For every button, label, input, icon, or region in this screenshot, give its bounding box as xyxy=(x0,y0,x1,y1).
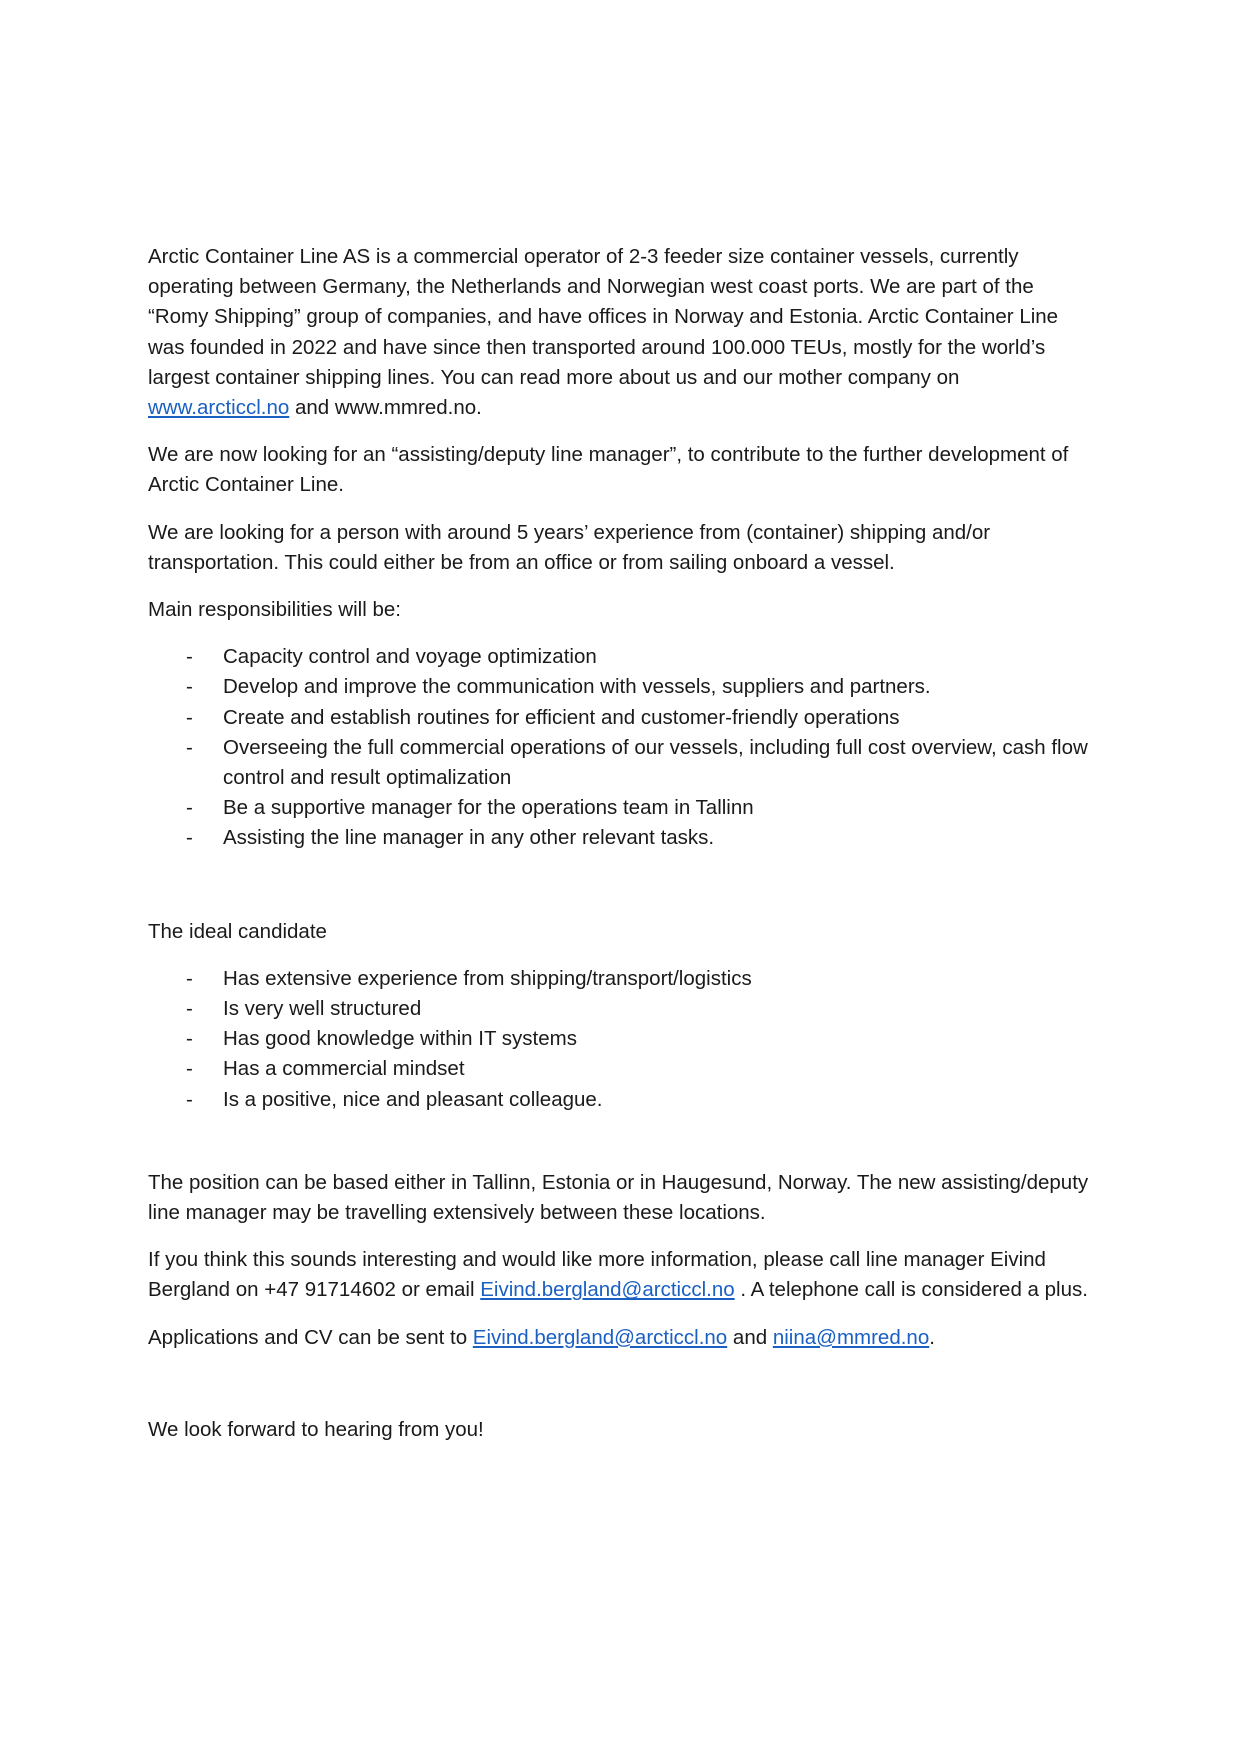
list-item xyxy=(148,672,1098,702)
applications-period: . xyxy=(929,1325,935,1349)
dash-bullet: - xyxy=(186,1087,193,1111)
dash-bullet: - xyxy=(186,675,193,699)
looking-for-paragraph: We are now looking for an “assisting/deputy line manager”, to contribute to the further development of Arctic Container Line. xyxy=(148,443,1069,497)
list-item-text: Assisting the line manager in any other relevant tasks. xyxy=(223,826,715,850)
list-item xyxy=(148,642,1098,672)
experience-paragraph: We are looking for a person with around 5 years’ experience from (container) shipping and/or transportation. This could either be from an office or from sailing onboard a vessel. xyxy=(148,520,991,574)
list-item xyxy=(148,703,1098,733)
applications-paragraph xyxy=(148,1323,1098,1353)
blank-line xyxy=(148,1132,1098,1168)
list-item xyxy=(148,994,1098,1024)
list-item-text: Has good knowledge within IT systems xyxy=(223,1027,577,1051)
list-item xyxy=(148,1024,1098,1054)
list-item-text: Has extensive experience from shipping/transport/logistics xyxy=(223,966,752,990)
intro-tail: and www.mmred.no. xyxy=(289,396,482,420)
candidate-list xyxy=(148,964,1098,1115)
list-item-text: Is very well structured xyxy=(223,997,422,1021)
website-link-arcticcl[interactable]: www.arcticcl.no xyxy=(148,396,290,420)
dash-bullet: - xyxy=(186,966,193,990)
email-link-eivind[interactable]: Eivind.bergland@arcticcl.no xyxy=(472,1325,728,1349)
contact-tail: . A telephone call is considered a plus. xyxy=(734,1278,1088,1302)
dash-bullet: - xyxy=(186,826,193,850)
email-link-niina[interactable]: niina@mmred.no xyxy=(772,1325,930,1349)
dash-bullet: - xyxy=(186,1027,193,1051)
closing-line: We look forward to hearing from you! xyxy=(148,1417,484,1441)
dash-bullet: - xyxy=(186,997,193,1021)
list-item-text: Is a positive, nice and pleasant colleague. xyxy=(223,1087,603,1111)
list-item-text: Has a commercial mindset xyxy=(223,1057,465,1081)
list-item xyxy=(148,823,1098,853)
intro-text: Arctic Container Line AS is a commercial operator of 2-3 feeder size container vessels, currently operating between Germany, the Netherlands and Norwegian west coast ports. We are part of the “Romy Shipping” group of companies, and have offices in Norway and Estonia. Arctic Container Line was founded in 2022 and have since then transported around 100.000 TEUs, mostly for the world’s largest container shipping lines. You can read more about us and our mother company on xyxy=(148,245,1059,389)
document-page xyxy=(148,242,1098,1462)
candidate-heading: The ideal candidate xyxy=(148,919,327,943)
list-item xyxy=(148,964,1098,994)
list-item xyxy=(148,1054,1098,1084)
applications-conjunction: and xyxy=(727,1325,773,1349)
blank-line xyxy=(148,1370,1098,1415)
email-link-eivind[interactable]: Eivind.bergland@arcticcl.no xyxy=(480,1278,735,1302)
responsibilities-heading: Main responsibilities will be: xyxy=(148,598,401,622)
dash-bullet: - xyxy=(186,645,193,669)
blank-line xyxy=(148,871,1098,917)
list-item-text: Capacity control and voyage optimization xyxy=(223,645,597,669)
list-item xyxy=(148,1085,1098,1115)
list-item xyxy=(148,793,1098,823)
dash-bullet: - xyxy=(186,1057,193,1081)
location-paragraph: The position can be based either in Tallinn, Estonia or in Haugesund, Norway. The new assisting/deputy line manager may be travelling extensively between these locations. xyxy=(148,1170,1089,1225)
dash-bullet: - xyxy=(186,735,193,759)
applications-text: Applications and CV can be sent to xyxy=(148,1325,473,1349)
list-item xyxy=(148,733,1098,793)
list-item-text: Create and establish routines for efficient and customer-friendly operations xyxy=(223,705,900,729)
contact-text: If you think this sounds interesting and would like more information, please call line manager Eivind Bergland on +47 91714602 or email xyxy=(148,1248,1046,1302)
intro-paragraph xyxy=(148,242,1098,423)
dash-bullet: - xyxy=(186,796,193,820)
dash-bullet: - xyxy=(186,705,193,729)
list-item-text: Be a supportive manager for the operations team in Tallinn xyxy=(223,796,754,820)
list-item-text: Develop and improve the communication with vessels, suppliers and partners. xyxy=(223,675,931,699)
responsibilities-list xyxy=(148,642,1098,853)
contact-paragraph xyxy=(148,1245,1098,1305)
list-item-text: Overseeing the full commercial operations of our vessels, including full cost overview, cash flow control and result optimalization xyxy=(223,735,1088,790)
